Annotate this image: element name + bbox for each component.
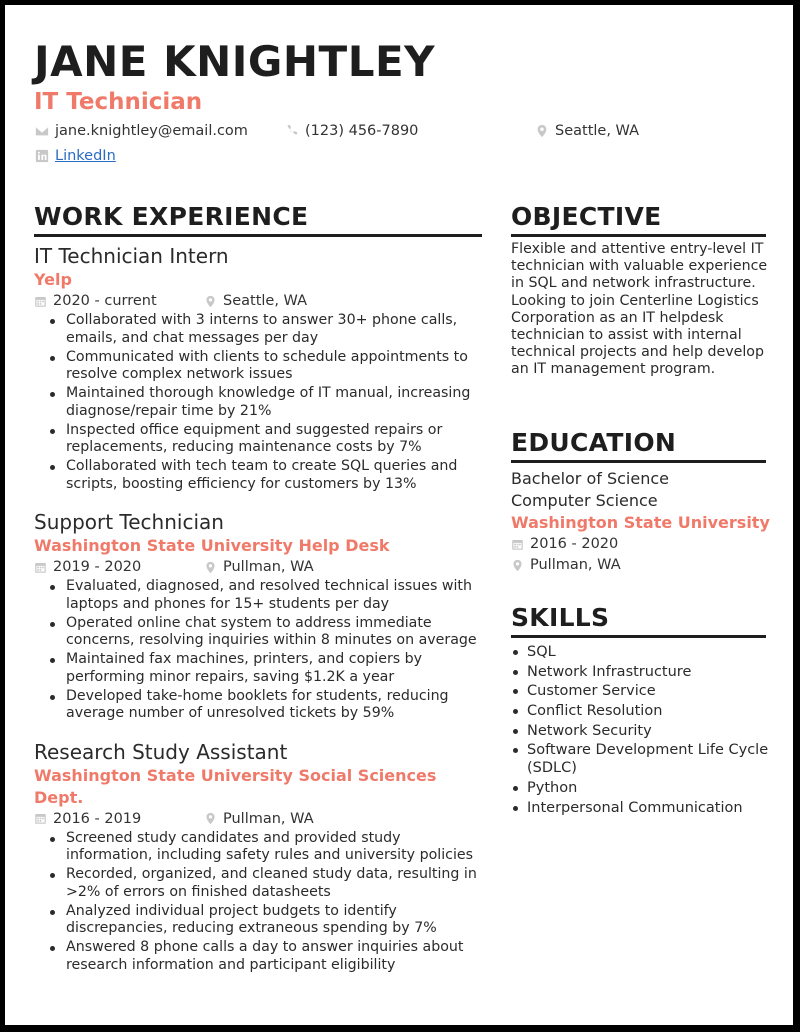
contact-location	[535, 123, 639, 139]
objective-heading: OBJECTIVE	[511, 202, 662, 231]
list-item: Screened study candidates and provided study information, including safety rules and university policies	[34, 830, 484, 865]
education-entry	[511, 468, 773, 576]
list-item: Recorded, organized, and cleaned study data, resulting in >2% of errors on finished datasheets	[34, 866, 484, 901]
list-item: Inspected office equipment and suggested repairs or replacements, reducing maintenance costs by 7%	[34, 422, 484, 457]
linkedin-icon	[35, 149, 49, 163]
job-dates: 2020 - current	[53, 293, 157, 309]
job-meta	[34, 557, 484, 577]
job-location: Pullman, WA	[223, 559, 314, 575]
list-item: Communicated with clients to schedule appointments to resolve complex network issues	[34, 349, 484, 384]
contact-linkedin[interactable]	[35, 148, 116, 164]
job-dates: 2016 - 2019	[53, 810, 142, 827]
list-item: Network Infrastructure	[511, 663, 773, 681]
list-item: Developed take-home booklets for students, reducing average number of unresolved tickets by 59%	[34, 688, 484, 723]
job-bullets	[34, 312, 484, 493]
map-pin-icon	[535, 124, 549, 138]
candidate-name: JANE KNIGHTLEY	[34, 37, 436, 86]
objective-rule	[511, 234, 766, 237]
skills-rule	[511, 635, 766, 638]
calendar-icon	[34, 812, 47, 825]
job-entry	[34, 243, 484, 493]
calendar-icon	[511, 538, 524, 551]
linkedin-link[interactable]: LinkedIn	[55, 148, 116, 164]
work-experience-heading: WORK EXPERIENCE	[34, 202, 309, 231]
education-degree: Bachelor of Science	[511, 469, 669, 488]
list-item: Conflict Resolution	[511, 702, 773, 720]
map-pin-icon	[204, 812, 217, 825]
work-experience-rule	[34, 234, 482, 237]
list-item: Collaborated with tech team to create SQL queries and scripts, boosting efficiency for customers by 13%	[34, 458, 484, 493]
email-text: jane.knightley@email.com	[55, 123, 248, 139]
list-item: Analyzed individual project budgets to identify discrepancies, reducing extraneous spending by 7%	[34, 903, 484, 938]
education-field: Computer Science	[511, 491, 658, 510]
objective-text: Flexible and attentive entry-level IT technician with valuable experience in SQL and network infrastructure. Looking to join Centerline Logistics Corporation as an IT helpdesk technician to assist with internal technical projects and help develop an IT management program.	[511, 241, 768, 378]
map-pin-icon	[511, 559, 524, 572]
list-item: Python	[511, 779, 773, 797]
location-text: Seattle, WA	[555, 123, 640, 139]
job-entry	[34, 509, 484, 723]
work-experience-list	[34, 243, 484, 990]
education-school: Washington State University	[511, 513, 770, 532]
list-item: Collaborated with 3 interns to answer 30+ phone calls, emails, and chat messages per day	[34, 312, 484, 347]
job-entry	[34, 739, 484, 975]
education-dates: 2016 - 2020	[530, 536, 619, 552]
phone-icon	[285, 124, 299, 138]
education-location: Pullman, WA	[530, 557, 621, 573]
resume-page	[5, 5, 793, 1025]
phone-text: (123) 456-7890	[305, 123, 419, 139]
list-item: Evaluated, diagnosed, and resolved technical issues with laptops and phones for 15+ students per day	[34, 578, 484, 613]
list-item: Network Security	[511, 722, 773, 740]
calendar-icon	[34, 295, 47, 308]
education-heading: EDUCATION	[511, 428, 677, 457]
job-location: Seattle, WA	[223, 293, 308, 309]
candidate-title: IT Technician	[34, 89, 203, 115]
job-bullets	[34, 578, 484, 723]
skills-list	[511, 643, 773, 819]
calendar-icon	[34, 561, 47, 574]
job-company: Washington State University Help Desk	[34, 536, 390, 555]
job-location: Pullman, WA	[223, 810, 314, 827]
map-pin-icon	[204, 561, 217, 574]
list-item: SQL	[511, 643, 773, 661]
job-title: Support Technician	[34, 510, 224, 534]
list-item: Software Development Life Cycle (SDLC)	[511, 741, 773, 777]
job-title: IT Technician Intern	[34, 244, 229, 268]
education-rule	[511, 460, 766, 463]
list-item: Answered 8 phone calls a day to answer inquiries about research information and participant eligibility	[34, 939, 484, 974]
job-company: Yelp	[34, 270, 72, 289]
job-meta	[34, 291, 484, 311]
job-company: Washington State University Social Sciences Dept.	[34, 765, 437, 807]
envelope-icon	[35, 124, 49, 138]
job-meta	[34, 809, 484, 829]
list-item: Maintained fax machines, printers, and copiers by performing minor repairs, saving $1.2K a year	[34, 651, 484, 686]
list-item: Interpersonal Communication	[511, 799, 773, 817]
job-bullets	[34, 830, 484, 975]
list-item: Operated online chat system to address immediate concerns, resolving inquiries within 8 minutes on average	[34, 615, 484, 650]
job-title: Research Study Assistant	[34, 739, 288, 764]
contact-email	[35, 123, 248, 139]
skills-heading: SKILLS	[511, 603, 610, 632]
list-item: Customer Service	[511, 682, 773, 700]
job-dates: 2019 - 2020	[53, 559, 142, 575]
list-item: Maintained thorough knowledge of IT manual, increasing diagnose/repair time by 21%	[34, 385, 484, 420]
contact-phone	[285, 123, 418, 139]
map-pin-icon	[204, 295, 217, 308]
